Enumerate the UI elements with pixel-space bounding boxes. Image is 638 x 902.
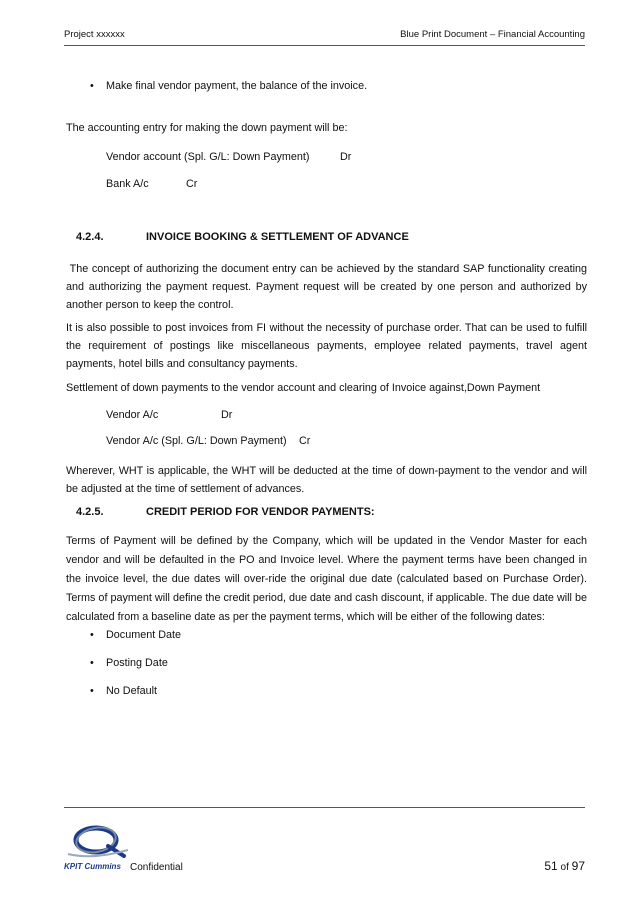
section2-number: 4.2.5. — [76, 506, 104, 518]
entry1-line1-account: Vendor account (Spl. G/L: Down Payment) — [106, 151, 310, 163]
entry1-line2-account: Bank A/c — [106, 178, 149, 190]
header-rule — [64, 45, 585, 46]
section2-title: CREDIT PERIOD FOR VENDOR PAYMENTS: — [146, 506, 375, 518]
page-total: 97 — [571, 859, 585, 873]
entry2-line1-side: Dr — [221, 409, 233, 421]
footer-rule — [64, 807, 585, 808]
header-doc-title: Blue Print Document – Financial Accounting — [400, 29, 585, 40]
section1-title: INVOICE BOOKING & SETTLEMENT OF ADVANCE — [146, 231, 409, 243]
bullet-icon: • — [90, 657, 94, 669]
section1-number: 4.2.4. — [76, 231, 104, 243]
bullet-no-default: No Default — [106, 685, 158, 697]
page-header — [64, 29, 585, 40]
logo-wordmark: KPIT Cummins — [64, 862, 121, 871]
bullet-document-date: Document Date — [106, 629, 182, 641]
page-of: of — [560, 862, 569, 873]
entry2-line2-account: Vendor A/c (Spl. G/L: Down Payment) — [106, 435, 287, 447]
bullet-text: Make final vendor payment, the balance of the invoice. — [106, 80, 368, 92]
page-current: 51 — [544, 859, 558, 873]
bullet-icon: • — [90, 80, 94, 92]
entry2-line2-side: Cr — [299, 435, 311, 447]
bullet-icon: • — [90, 629, 94, 641]
section1-paragraph-3: Settlement of down payments to the vendor account and clearing of Invoice against,Down Payment — [66, 382, 541, 394]
down-payment-intro: The accounting entry for making the down payment will be: — [66, 122, 348, 134]
bullet-posting-date: Posting Date — [106, 657, 168, 669]
entry1-line2-side: Cr — [186, 178, 198, 190]
header-project: Project xxxxxx — [64, 29, 125, 40]
kpit-logo-icon — [64, 820, 136, 860]
footer-page-number — [544, 859, 585, 873]
entry1-line1-side: Dr — [340, 151, 352, 163]
section1-paragraph-4: Wherever, WHT is applicable, the WHT will be deducted at the time of down-payment to the vendor and will be adjusted at the time of settlement of advances. — [66, 465, 587, 495]
section2-paragraph-1: Terms of Payment will be defined by the Company, which will be updated in the Vendor Master for each vendor and will be defaulted in the PO and Invoice level. Where the payment terms have been changed in the invoice level, the due dates will over-ride the original due date (calculated based on Purchase Order). Terms of payment will define the credit period, due date and cash discount, if applicable. The due date will be calculated from a baseline date as per the payment terms, which will be either of the following dates: — [66, 535, 587, 623]
bullet-icon: • — [90, 685, 94, 697]
footer-confidential: Confidential — [130, 862, 183, 873]
section1-paragraph-1: The concept of authorizing the document entry can be achieved by the standard SAP functionality creating and authorizing the payment request. Payment request will be created by one person and authorized by another person to keep the control. — [66, 263, 590, 311]
section1-paragraph-2: It is also possible to post invoices from FI without the necessity of purchase order. That can be used to fulfill the requirement of postings like miscellaneous payments, employee related payments, travel agent payments, hotel bills and consultancy payments. — [66, 322, 587, 370]
entry2-line1-account: Vendor A/c — [106, 409, 159, 421]
